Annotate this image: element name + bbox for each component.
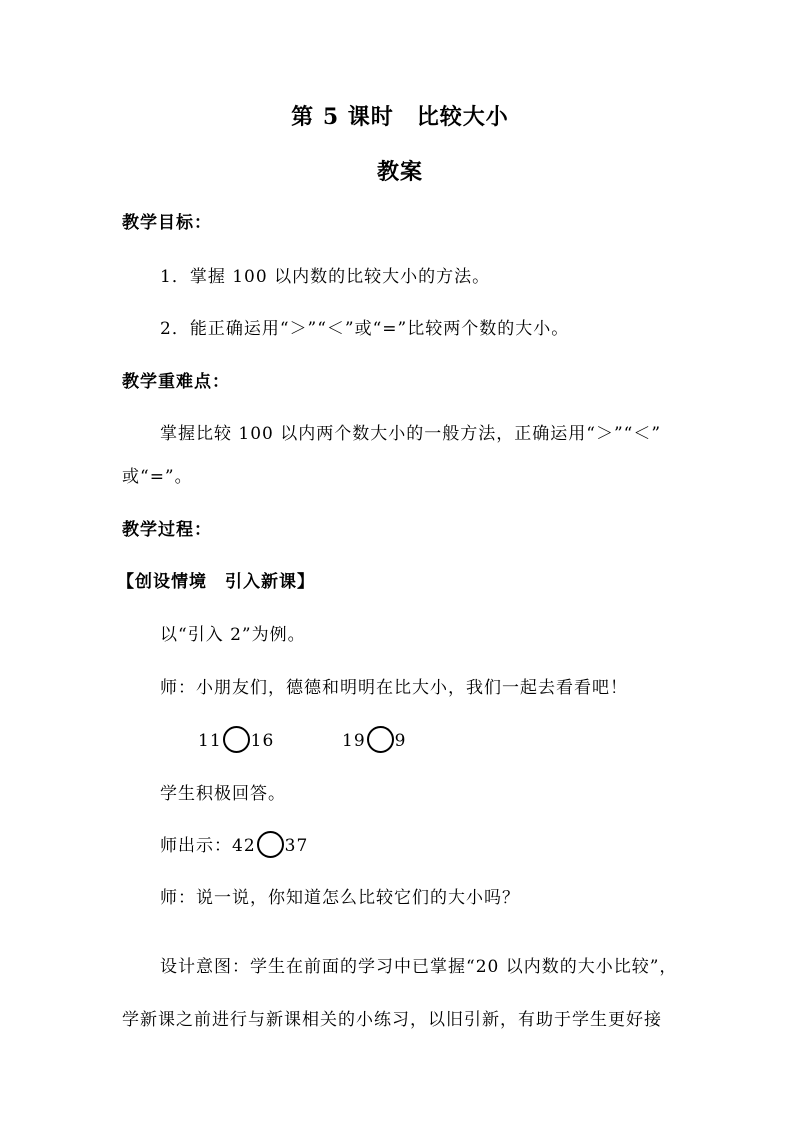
key-points-line-2: 或“=”。 — [122, 467, 193, 487]
comparison-2-left: 19 — [342, 731, 366, 751]
teacher-line-1: 师：小朋友们，德德和明明在比大小，我们一起去看看吧！ — [160, 678, 628, 698]
design-intent-line-2: 学新课之前进行与新课相关的小练习，以旧引新，有助于学生更好接 — [122, 1010, 662, 1030]
teacher-shows — [160, 833, 308, 860]
objective-item-1: 1．掌握 100 以内数的比较大小的方法。 — [160, 267, 491, 287]
design-intent-line-1: 设计意图：学生在前面的学习中已掌握“20 以内数的大小比较”， — [160, 957, 678, 977]
key-points-heading: 教学重难点： — [122, 372, 230, 392]
objective-item-2: 2．能正确运用“＞”“＜”或“=”比较两个数的大小。 — [160, 319, 570, 339]
key-points-line-1: 掌握比较 100 以内两个数大小的一般方法，正确运用“＞”“＜” — [160, 424, 662, 444]
comparison-1 — [198, 728, 274, 755]
comparison-1-left: 11 — [198, 731, 222, 751]
comparison-2 — [342, 728, 406, 755]
comparison-circle-icon — [257, 831, 284, 858]
teacher-shows-label: 师出示： — [160, 836, 232, 856]
intro-text: 以“引入 2”为例。 — [160, 625, 306, 645]
comparison-3-left: 42 — [232, 836, 256, 856]
comparison-1-right: 16 — [250, 731, 275, 751]
comparison-circle-icon — [223, 726, 250, 753]
section-heading: 【创设情境 引入新课】 — [117, 572, 315, 592]
students-answer: 学生积极回答。 — [160, 784, 286, 804]
process-heading: 教学过程： — [122, 520, 212, 540]
comparison-2-right: 9 — [394, 731, 407, 751]
lesson-subtitle: 教案 — [376, 159, 423, 185]
comparison-3-right: 37 — [284, 836, 309, 856]
objectives-heading: 教学目标： — [122, 213, 212, 233]
comparison-circle-icon — [367, 726, 394, 753]
teacher-line-2: 师：说一说，你知道怎么比较它们的大小吗？ — [160, 888, 520, 908]
lesson-title: 第 5 课时 比较大小 — [291, 104, 509, 130]
